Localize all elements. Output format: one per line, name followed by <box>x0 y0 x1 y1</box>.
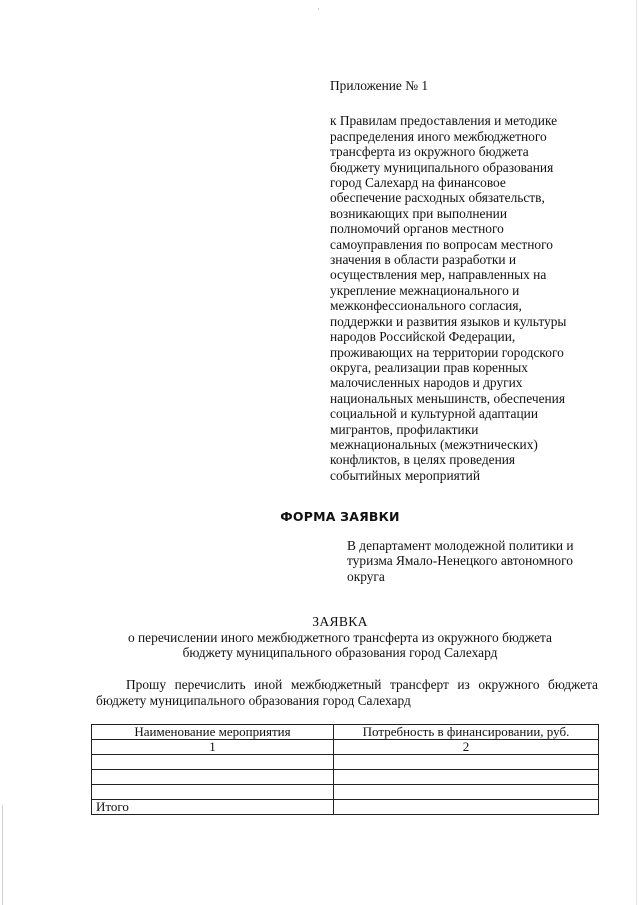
appendix-line: малочисленных народов и других <box>330 375 523 391</box>
table-numbering-row <box>92 740 599 755</box>
appendix-line: к Правилам предоставления и методике <box>330 113 558 129</box>
appendix-line: межконфессионального согласия, <box>330 298 522 314</box>
zayavka-subtitle <box>90 630 590 661</box>
table-cell <box>334 785 599 800</box>
table-row <box>92 755 599 770</box>
table-cell <box>92 785 334 800</box>
column-header-financing-need: Потребность в финансировании, руб. <box>334 725 599 740</box>
table-cell <box>334 770 599 785</box>
page-edge-left <box>2 805 3 905</box>
appendix-line: осуществления мер, направленных на <box>330 267 547 283</box>
appendix-line: трансферта из окружного бюджета <box>330 144 529 160</box>
scan-speck <box>318 8 319 10</box>
column-header-event-name: Наименование мероприятия <box>92 725 334 740</box>
table-header-row <box>92 725 599 740</box>
column-number-1: 1 <box>92 740 334 755</box>
page-edge-right <box>636 0 637 905</box>
addressee-line: округа <box>347 568 385 584</box>
appendix-block <box>330 78 615 483</box>
table-cell <box>92 755 334 770</box>
appendix-line: бюджету муниципального образования <box>330 159 554 175</box>
appendix-line: значения в области разработки и <box>330 252 517 268</box>
appendix-number: Приложение № 1 <box>330 78 429 93</box>
table-row <box>92 785 599 800</box>
addressee-line: В департамент молодежной политики и <box>347 538 574 553</box>
table-cell <box>334 755 599 770</box>
appendix-line: национальных меньшинств, обеспечения <box>330 390 566 406</box>
zayavka-subtitle-line: о перечислении иного межбюджетного трансферта из окружного бюджета <box>127 630 553 645</box>
appendix-text <box>330 113 615 483</box>
request-text: Прошу перечислить иной межбюджетный трансферт из окружного бюджета бюджету муниципального образования город Салехард <box>96 677 598 708</box>
total-value <box>334 800 599 815</box>
appendix-line: межнациональных (межэтнических) <box>330 436 538 452</box>
appendix-line: город Салехард на финансовое <box>330 175 506 191</box>
appendix-line: поддержки и развития языков и культуры <box>330 313 567 329</box>
appendix-line: народов Российской Федерации, <box>330 329 516 345</box>
appendix-line: возникающих при выполнении <box>330 205 507 221</box>
appendix-line: полномочий органов местного <box>330 221 504 237</box>
total-label: Итого <box>92 800 334 815</box>
appendix-line: проживающих на территории городского <box>330 344 564 360</box>
appendix-line: событийных мероприятий <box>330 467 481 483</box>
appendix-line: обеспечение расходных обязательств, <box>330 190 545 206</box>
zayavka-title: ЗАЯВКА <box>312 614 368 629</box>
appendix-line: социальной и культурной адаптации <box>330 406 538 422</box>
addressee-block <box>347 538 617 584</box>
appendix-line: мигрантов, профилактики <box>330 421 479 437</box>
column-number-2: 2 <box>334 740 599 755</box>
appendix-line: распределения иного межбюджетного <box>330 128 547 144</box>
addressee-line: туризма Ямало-Ненецкого автономного <box>347 553 573 569</box>
zayavka-subtitle-line: бюджету муниципального образования город Салехард <box>182 645 498 661</box>
table-total-row <box>92 800 599 815</box>
table-cell <box>92 770 334 785</box>
appendix-line: конфликтов, в целях проведения <box>330 452 516 468</box>
table-row <box>92 770 599 785</box>
appendix-line: округа, реализации прав коренных <box>330 359 528 375</box>
financing-table <box>91 724 599 815</box>
form-title: ФОРМА ЗАЯВКИ <box>280 509 400 524</box>
appendix-line: укрепление межнационального и <box>330 282 520 298</box>
appendix-line: самоуправления по вопросам местного <box>330 236 553 252</box>
